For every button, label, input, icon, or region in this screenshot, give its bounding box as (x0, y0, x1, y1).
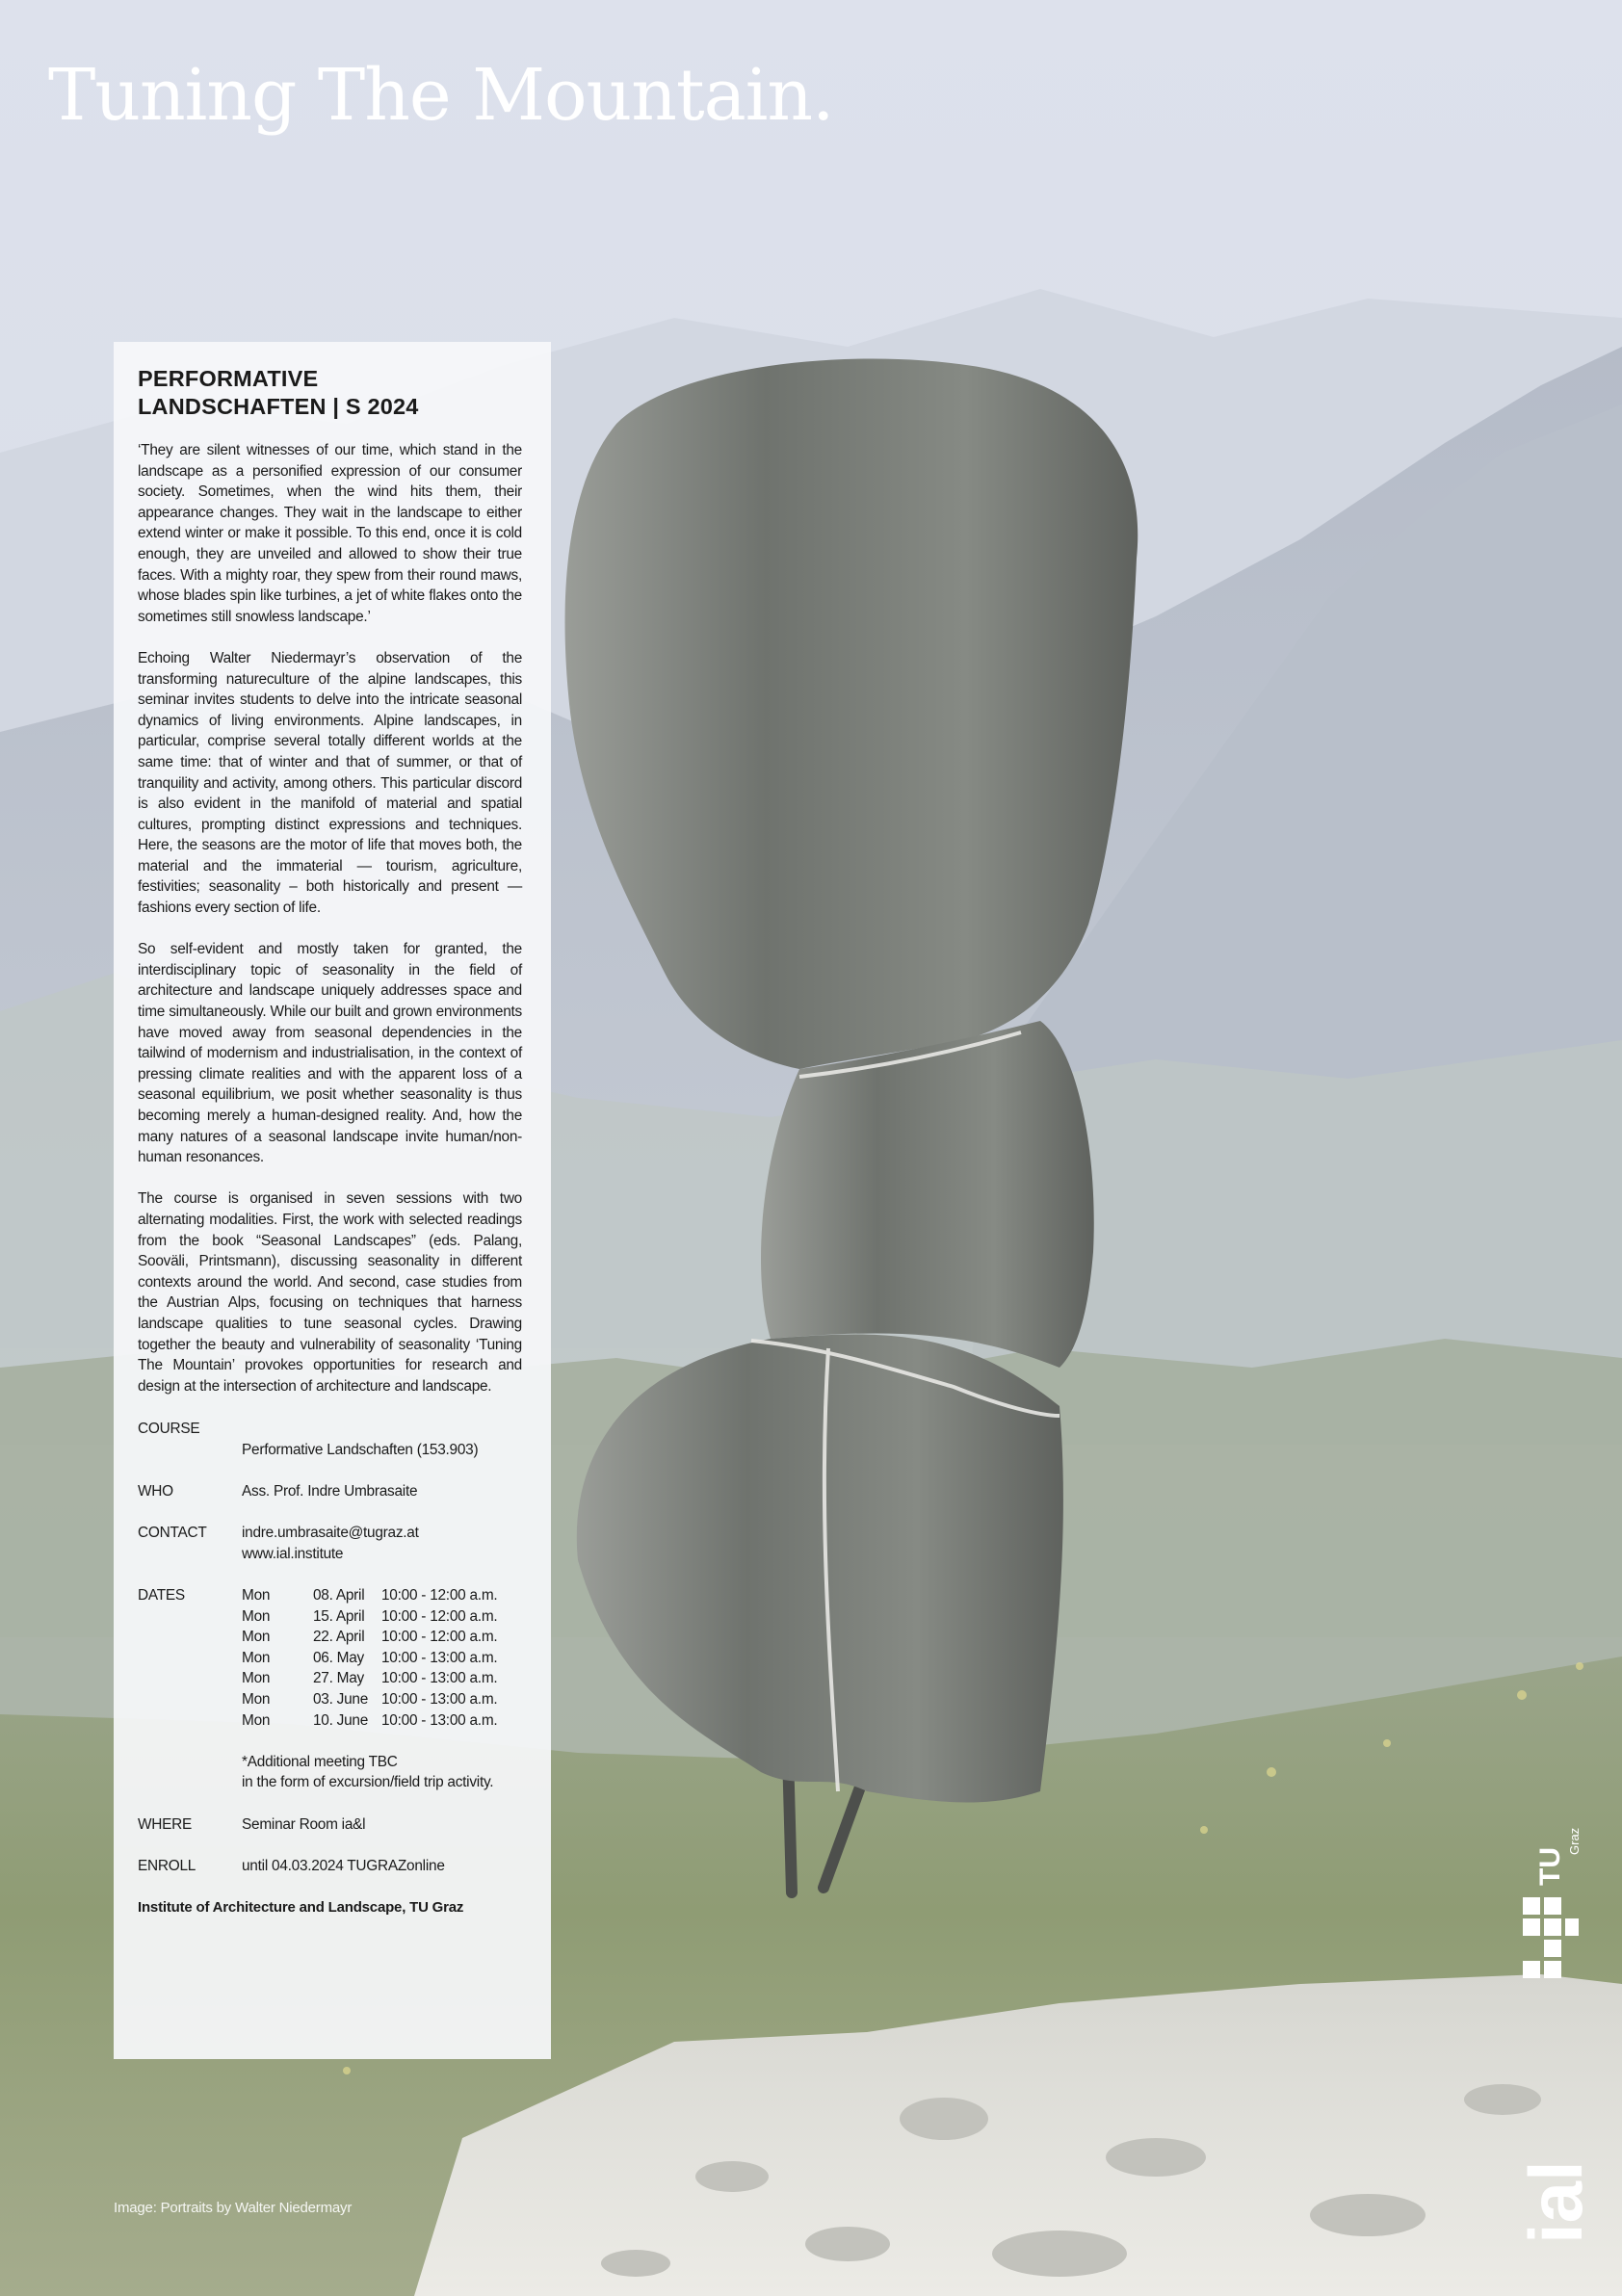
ial-text: ial (1513, 2160, 1598, 2244)
tu-sub-text: Graz (1567, 1827, 1582, 1855)
date-day: Mon (242, 1607, 271, 1625)
date-entry (242, 1689, 522, 1710)
date-day: Mon (242, 1711, 271, 1729)
course-row (138, 1419, 522, 1460)
image-credit: Image: Portraits by Walter Niedermayr (114, 2200, 353, 2216)
intro-quote: ‘They are silent witnesses of our time, which stand in the landscape as a personified expression of our consumer society. Sometimes, when the wind hits them, their appearance changes. They wait in the landscape to either extend winter or make it possible. To this end, once it is cold enough, they are unveiled and allowed to show their true faces. With a mighty roar, they spew from their round maws, whose blades spin like turbines, a jet of white flakes onto the sometimes still snowless landscape.’ (138, 442, 522, 625)
date-time: 10:00 - 13:00 a.m. (381, 1649, 498, 1666)
dates-row (138, 1585, 522, 1793)
date-entry (242, 1585, 522, 1606)
date-date: 08. April (313, 1587, 365, 1605)
where-label: WHERE (138, 1815, 193, 1833)
enroll-label: ENROLL (138, 1857, 196, 1874)
where-value: Seminar Room ia&l (242, 1815, 366, 1833)
date-time: 10:00 - 13:00 a.m. (381, 1670, 498, 1687)
tu-graz-logo (1517, 1820, 1584, 1984)
date-entry (242, 1606, 522, 1628)
date-date: 10. June (313, 1711, 369, 1729)
additional-meeting-note: *Additional meeting TBC (242, 1753, 398, 1770)
dates-list (242, 1585, 522, 1793)
who-label: WHO (138, 1483, 173, 1500)
paragraph-seminar: Echoing Walter Niedermayr’s observation of the transforming natureculture of the alpine landscapes, this seminar invites students to delve into the intricate seasonal dynamics of living environments. Alpine landscapes, in particular, comprise several totally different worlds at the same time: that of winter and that of summer, or that of tranquility and activity, among others. This particular discord is also evident in the manifold of material and spatial cultures, prompting distinct expressions and techniques. Here, the seasons are the motor of life that moves both, the material and the immaterial — tourism, agriculture, festivities; seasonality – both historically and present — fashions every section of life. (138, 649, 522, 917)
date-date: 06. May (313, 1649, 364, 1666)
where-row (138, 1814, 522, 1836)
course-heading (138, 365, 522, 421)
dates-label: DATES (138, 1587, 185, 1605)
contact-email[interactable]: indre.umbrasaite@tugraz.at (242, 1525, 419, 1542)
heading-line-1: PERFORMATIVE (138, 366, 319, 391)
date-date: 15. April (313, 1607, 365, 1625)
poster-title: Tuning The Mountain. (48, 54, 834, 137)
course-details (138, 1419, 522, 1918)
date-date: 27. May (313, 1670, 364, 1687)
date-date: 22. April (313, 1629, 365, 1646)
course-label: COURSE (138, 1421, 200, 1438)
enroll-value: until 04.03.2024 TUGRAZonline (242, 1857, 445, 1874)
date-day: Mon (242, 1587, 271, 1605)
date-day: Mon (242, 1629, 271, 1646)
date-day: Mon (242, 1691, 271, 1709)
date-day: Mon (242, 1670, 271, 1687)
contact-label: CONTACT (138, 1525, 207, 1542)
date-entry (242, 1710, 522, 1732)
date-date: 03. June (313, 1691, 369, 1709)
date-entry (242, 1668, 522, 1689)
date-time: 10:00 - 13:00 a.m. (381, 1711, 498, 1729)
date-time: 10:00 - 12:00 a.m. (381, 1587, 498, 1605)
paragraph-seasonality: So self-evident and mostly taken for granted, the interdisciplinary topic of seasonality in the field of architecture and landscape uniquely addresses space and time simultaneously. While our built and grown environments have moved away from seasonal dependencies in the tailwind of modernism and industrialisation, in the context of pressing climate realities and with the apparent loss of a seasonal equilibrium, we posit whether seasonality is thus becoming merely a human-designed reality. And, how the many natures of a seasonal landscape invite human/non-human resonances. (138, 941, 522, 1166)
heading-line-2: LANDSCHAFTEN | S 2024 (138, 394, 419, 419)
course-value: Performative Landschaften (153.903) (242, 1441, 479, 1458)
date-day: Mon (242, 1649, 271, 1666)
who-row (138, 1481, 522, 1502)
date-entry (242, 1627, 522, 1648)
paragraph-course-structure: The course is organised in seven sessions with two alternating modalities. First, the work with selected readings from the book “Seasonal Landscapes” (eds. Palang, Sooväli, Printsmann), discussing seasonality in different contexts around the world. And second, case studies from the Austrian Alps, focusing on techniques that harness landscape qualities to tune seasonal cycles. Drawing together the beauty and vulnerability of seasonality ‘Tuning The Mountain’ provokes opportunities for research and design at the intersection of architecture and landscape. (138, 1190, 522, 1395)
date-time: 10:00 - 13:00 a.m. (381, 1691, 498, 1709)
contact-row (138, 1523, 522, 1564)
contact-website[interactable]: www.ial.institute (242, 1545, 344, 1562)
additional-meeting-detail: in the form of excursion/field trip activity. (242, 1774, 494, 1791)
info-panel (114, 342, 551, 2059)
who-value: Ass. Prof. Indre Umbrasaite (242, 1483, 418, 1500)
ial-logo (1513, 2080, 1598, 2254)
date-time: 10:00 - 12:00 a.m. (381, 1629, 498, 1646)
date-entry (242, 1648, 522, 1669)
date-time: 10:00 - 12:00 a.m. (381, 1607, 498, 1625)
institute-name: Institute of Architecture and Landscape, TU Graz (138, 1898, 464, 1916)
enroll-row (138, 1856, 522, 1877)
tu-text: TU (1534, 1847, 1566, 1886)
